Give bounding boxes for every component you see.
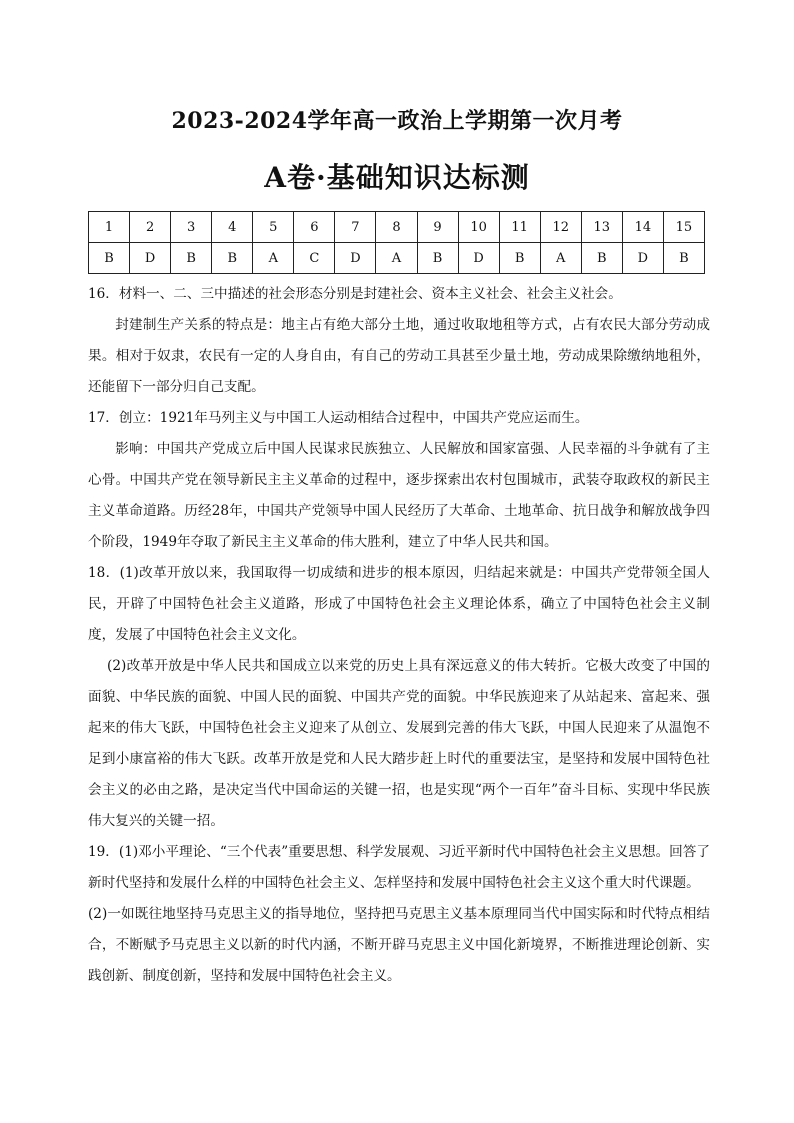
answer-cell: D xyxy=(335,243,376,274)
answer-cell: D xyxy=(130,243,171,274)
question-number-cell: 15 xyxy=(663,212,704,243)
document-title: 2023-2024学年高一政治上学期第一次月考 xyxy=(171,108,623,134)
answer-paragraph-q19-part1: 19．(1)邓小平理论、“三个代表”重要思想、科学发展观、习近平新时代中国特色社会主义思想。回答了新时代坚持和发展什么样的中国特色社会主义、怎样坚持和发展中国特色社会主义这个重大时代课题。 xyxy=(88,844,710,891)
question-number-cell: 5 xyxy=(253,212,294,243)
question-number-cell: 7 xyxy=(335,212,376,243)
answer-paragraph-q19-part2: (2)一如既往地坚持马克思主义的指导地位，坚持把马克思主义基本原理同当代中国实际和时代特点相结合，不断赋予马克思主义以新的时代内涵，不断开辟马克思主义中国化新境界，不断推进理论创新、实践创新、制度创新，坚持和发展中国特色社会主义。 xyxy=(88,906,710,984)
answer-cell: A xyxy=(376,243,417,274)
question-number-cell: 6 xyxy=(294,212,335,243)
question-number-cell: 9 xyxy=(417,212,458,243)
answer-table xyxy=(88,211,705,274)
answer-cell: B xyxy=(499,243,540,274)
answer-paragraph-q17: 17．创立：1921年马列主义与中国工人运动相结合过程中，中国共产党应运而生。 xyxy=(88,410,589,426)
answer-cell: B xyxy=(89,243,130,274)
answer-table-number-row xyxy=(89,212,705,243)
question-number-cell: 13 xyxy=(581,212,622,243)
question-number-cell: 10 xyxy=(458,212,499,243)
answer-cell: D xyxy=(458,243,499,274)
answer-cell: B xyxy=(663,243,704,274)
answer-cell: B xyxy=(581,243,622,274)
answer-cell: B xyxy=(212,243,253,274)
answer-paragraph-q16-detail: 封建制生产关系的特点是：地主占有绝大部分土地，通过收取地租等方式，占有农民大部分劳动成果。相对于奴隶，农民有一定的人身自由，有自己的劳动工具甚至少量土地，劳动成果除缴纳地租外，还能留下一部分归自己支配。 xyxy=(88,317,710,395)
answer-cell: B xyxy=(171,243,212,274)
answer-table-answer-row xyxy=(89,243,705,274)
question-number-cell: 8 xyxy=(376,212,417,243)
question-number-cell: 11 xyxy=(499,212,540,243)
answer-cell: D xyxy=(622,243,663,274)
answer-paragraph-q18-part2: (2)改革开放是中华人民共和国成立以来党的历史上具有深远意义的伟大转折。它极大改变了中国的面貌、中华民族的面貌、中国人民的面貌、中国共产党的面貌。中华民族迎来了从站起来、富起来、强起来的伟大飞跃，中国特色社会主义迎来了从创立、发展到完善的伟大飞跃，中国人民迎来了从温饱不足到小康富裕的伟大飞跃。改革开放是党和人民大踏步赶上时代的重要法宝，是坚持和发展中国特色社会主义的必由之路，是决定当代中国命运的关键一招，也是实现“两个一百年”奋斗目标、实现中华民族伟大复兴的关键一招。 xyxy=(88,658,710,829)
question-number-cell: 2 xyxy=(130,212,171,243)
answer-cell: A xyxy=(540,243,581,274)
answer-paragraph-q18-part1: 18．(1)改革开放以来，我国取得一切成绩和进步的根本原因，归结起来就是：中国共产党带领全国人民，开辟了中国特色社会主义道路，形成了中国特色社会主义理论体系，确立了中国特色社会主义制度，发展了中国特色社会主义文化。 xyxy=(88,565,710,643)
question-number-cell: 12 xyxy=(540,212,581,243)
answer-paragraph-q17-impact: 影响：中国共产党成立后中国人民谋求民族独立、人民解放和国家富强、人民幸福的斗争就有了主心骨。中国共产党在领导新民主主义革命的过程中，逐步探索出农村包围城市，武装夺取政权的新民主主义革命道路。历经28年，中国共产党领导中国人民经历了大革命、土地革命、抗日战争和解放战争四个阶段，1949年夺取了新民主主义革命的伟大胜利，建立了中华人民共和国。 xyxy=(88,441,710,550)
answer-cell: A xyxy=(253,243,294,274)
answer-explanations xyxy=(88,279,710,992)
question-number-cell: 4 xyxy=(212,212,253,243)
answer-paragraph-q16: 16．材料一、二、三中描述的社会形态分别是封建社会、资本主义社会、社会主义社会。 xyxy=(88,286,622,302)
question-number-cell: 14 xyxy=(622,212,663,243)
answer-cell: B xyxy=(417,243,458,274)
question-number-cell: 1 xyxy=(89,212,130,243)
answer-cell: C xyxy=(294,243,335,274)
question-number-cell: 3 xyxy=(171,212,212,243)
document-subtitle: A卷·基础知识达标测 xyxy=(264,161,530,194)
